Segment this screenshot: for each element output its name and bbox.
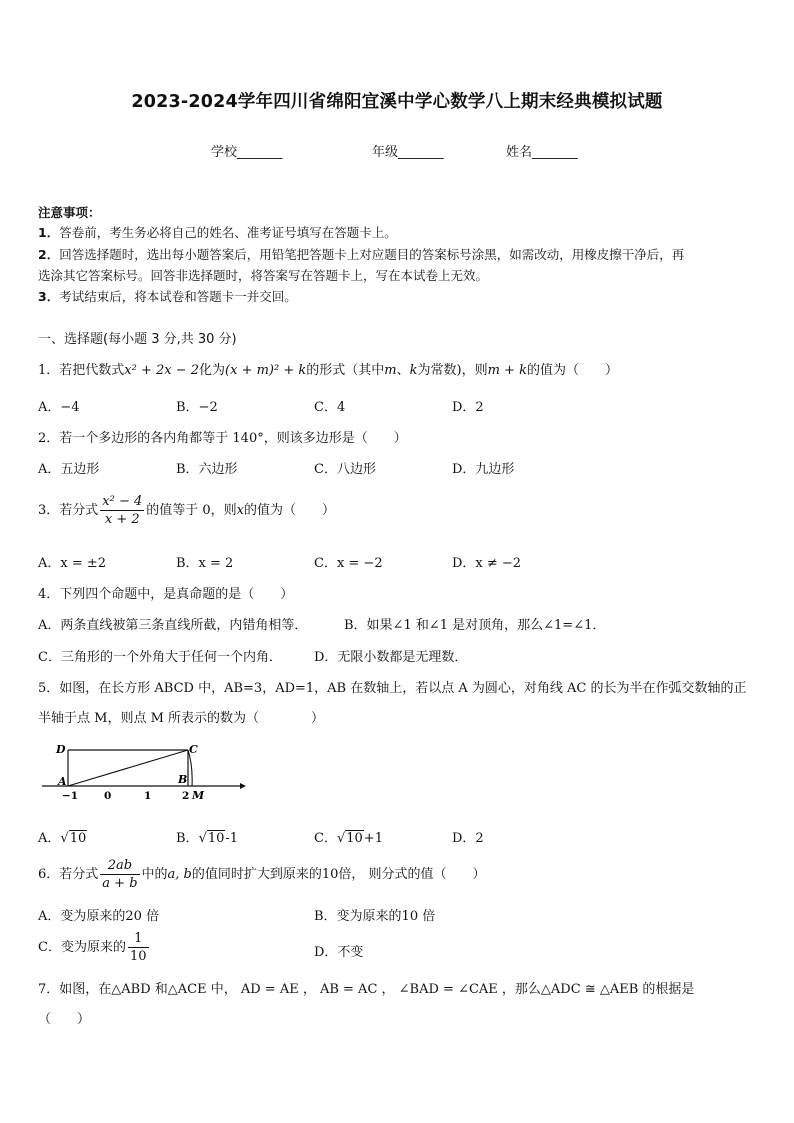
q5-option-c xyxy=(314,827,383,846)
number-line-arrow xyxy=(240,783,246,789)
q1-mid3: 为常数)，则 xyxy=(417,363,488,378)
q1-end: 的值为（ ） xyxy=(526,363,618,378)
grade-field: 年级_______ xyxy=(372,145,444,160)
q2-option-a: A．五边形 xyxy=(38,462,100,477)
q6-option-a: A．变为原来的20 倍 xyxy=(38,909,160,924)
q6-denominator: a + b xyxy=(102,876,138,891)
q3-var: x xyxy=(236,503,245,518)
q5-figure xyxy=(36,738,246,804)
note-1-number: 1． xyxy=(38,225,60,240)
q6-option-c-numerator: 1 xyxy=(128,930,149,948)
school-field: 学校_______ xyxy=(211,145,283,160)
q1-option-c: C．4 xyxy=(314,400,346,415)
q5-option-c-suffix: +1 xyxy=(363,831,383,846)
q6-option-c xyxy=(38,930,151,965)
q6-post: 中的 xyxy=(141,867,168,882)
label-m: M xyxy=(192,789,205,802)
q6-fraction xyxy=(100,857,139,892)
note-2-number: 2． xyxy=(38,247,60,262)
label-d: D xyxy=(56,743,66,756)
q6-option-c-fraction xyxy=(128,930,149,965)
question-1 xyxy=(38,359,618,378)
sqrt-symbol: √10 xyxy=(198,831,225,846)
question-3 xyxy=(38,493,335,528)
q1-option-a: A．−4 xyxy=(38,400,80,415)
label-c: C xyxy=(189,743,198,756)
q5-option-b-suffix: -1 xyxy=(225,831,239,846)
q3-option-d: D．x ≠ −2 xyxy=(452,556,522,571)
tick-label-2: 2 xyxy=(182,790,190,802)
q1-var-k: k xyxy=(409,363,418,378)
q3-fraction xyxy=(100,493,144,528)
q1-option-d: D．2 xyxy=(452,400,484,415)
q5-option-b-label: B． xyxy=(176,831,199,846)
q6-vars: a, b xyxy=(167,867,192,882)
q6-numerator: 2ab xyxy=(100,857,139,875)
question-6 xyxy=(38,857,486,892)
note-2 xyxy=(38,245,684,263)
q6-end: 的值同时扩大到原来的10倍， 则分式的值（ ） xyxy=(191,867,486,882)
q3-option-a: A．x = ±2 xyxy=(38,556,107,571)
q4-option-d: D．无限小数都是无理数． xyxy=(314,650,468,665)
question-5-line-1: 5．如图，在长方形 ABCD 中，AB=3，AD=1，AB 在数轴上，若以点 A 为圆心，对角线 AC 的长为半在作弧交数轴的正 xyxy=(38,681,747,696)
q6-option-c-denominator: 10 xyxy=(129,949,147,964)
q6-option-b: B．变为原来的10 倍 xyxy=(314,909,436,924)
q3-option-b: B．x = 2 xyxy=(176,556,234,571)
sqrt-symbol: √10 xyxy=(60,831,87,846)
question-4: 4．下列四个命题中，是真命题的是（ ） xyxy=(38,587,294,602)
q1-expr3: m + k xyxy=(487,363,527,378)
tick-label-neg1: −1 xyxy=(62,790,79,802)
q1-var-m: m xyxy=(384,363,397,378)
q3-post: 的值等于 0，则 xyxy=(146,503,237,518)
question-7-line-1: 7．如图，在△ABD 和△ACE 中， AD = AE ， AB = AC ， ∠BAD = ∠CAE ，那么△ADC ≅ △AEB 的根据是 xyxy=(38,982,695,997)
q6-option-c-text: C．变为原来的 xyxy=(38,940,126,955)
page-title: 2023-2024学年四川省绵阳宜溪中学心数学八上期末经典模拟试题 xyxy=(131,92,663,112)
note-1 xyxy=(38,223,397,241)
q2-option-b: B．六边形 xyxy=(176,462,238,477)
note-3 xyxy=(38,287,297,305)
sqrt-symbol: √10 xyxy=(336,831,363,846)
tick-label-1: 1 xyxy=(144,790,152,802)
q4-option-b: B．如果∠1 和∠1 是对顶角，那么∠1=∠1． xyxy=(344,618,606,633)
question-2: 2．若一个多边形的各内角都等于 140°，则该多边形是（ ） xyxy=(38,431,407,446)
q3-prefix: 3．若分式 xyxy=(38,503,99,518)
q2-option-d: D．九边形 xyxy=(452,462,515,477)
q1-mid: 化为 xyxy=(199,363,226,378)
q1-mid2: 的形式（其中 xyxy=(306,363,385,378)
q4-option-a: A．两条直线被第三条直线所截，内错角相等． xyxy=(38,618,308,633)
q5-option-b xyxy=(176,827,238,846)
q6-option-d: D．不变 xyxy=(314,945,364,960)
q1-option-b: B．−2 xyxy=(176,400,218,415)
q3-end: 的值为（ ） xyxy=(244,503,336,518)
q5-option-d: D．2 xyxy=(452,831,484,846)
q3-denominator: x + 2 xyxy=(104,512,140,527)
section-heading: 一、选择题(每小题 3 分,共 30 分) xyxy=(38,332,237,347)
note-1-text: 答卷前，考生务必将自己的姓名、准考证号填写在答题卡上。 xyxy=(59,225,397,240)
q3-numerator: x² − 4 xyxy=(102,494,143,509)
note-2-continued: 选涂其它答案标号。回答非选择题时，将答案写在答题卡上，写在本试卷上无效。 xyxy=(38,268,489,283)
label-b: B xyxy=(178,773,188,786)
q1-expr2: (x + m)² + k xyxy=(225,363,307,378)
note-3-text: 考试结束后，将本试卷和答题卡一并交回。 xyxy=(59,289,297,304)
q5-option-c-radicand: 10 xyxy=(346,831,363,846)
q4-option-c: C．三角形的一个外角大于任何一个内角． xyxy=(38,650,282,665)
question-7-line-2: （ ） xyxy=(38,1012,91,1027)
note-3-number: 3． xyxy=(38,289,60,304)
q5-option-a-radicand: 10 xyxy=(69,831,87,846)
q6-prefix: 6．若分式 xyxy=(38,867,99,882)
name-field: 姓名_______ xyxy=(506,145,578,160)
q1-expr1: x² + 2x − 2 xyxy=(124,363,200,378)
notes-heading: 注意事项： xyxy=(38,205,101,220)
q5-option-c-label: C． xyxy=(314,831,337,846)
q3-option-c: C．x = −2 xyxy=(314,556,383,571)
q2-option-c: C．八边形 xyxy=(314,462,376,477)
question-5-line-2: 半轴于点 M，则点 M 所表示的数为（ ） xyxy=(38,711,325,726)
q1-sep: 、 xyxy=(396,363,410,378)
note-2-text: 回答选择题时，选出每小题答案后，用铅笔把答题卡上对应题目的答案标号涂黑，如需改动，用橡皮擦干净后，再 xyxy=(59,247,685,262)
label-a: A xyxy=(58,775,67,788)
q5-option-b-radicand: 10 xyxy=(207,831,225,846)
tick-label-0: 0 xyxy=(104,790,112,802)
diagonal-ac xyxy=(68,750,188,786)
q1-prefix: 1．若把代数式 xyxy=(38,363,125,378)
q5-option-a-label: A． xyxy=(38,831,61,846)
q5-option-a xyxy=(38,827,87,846)
